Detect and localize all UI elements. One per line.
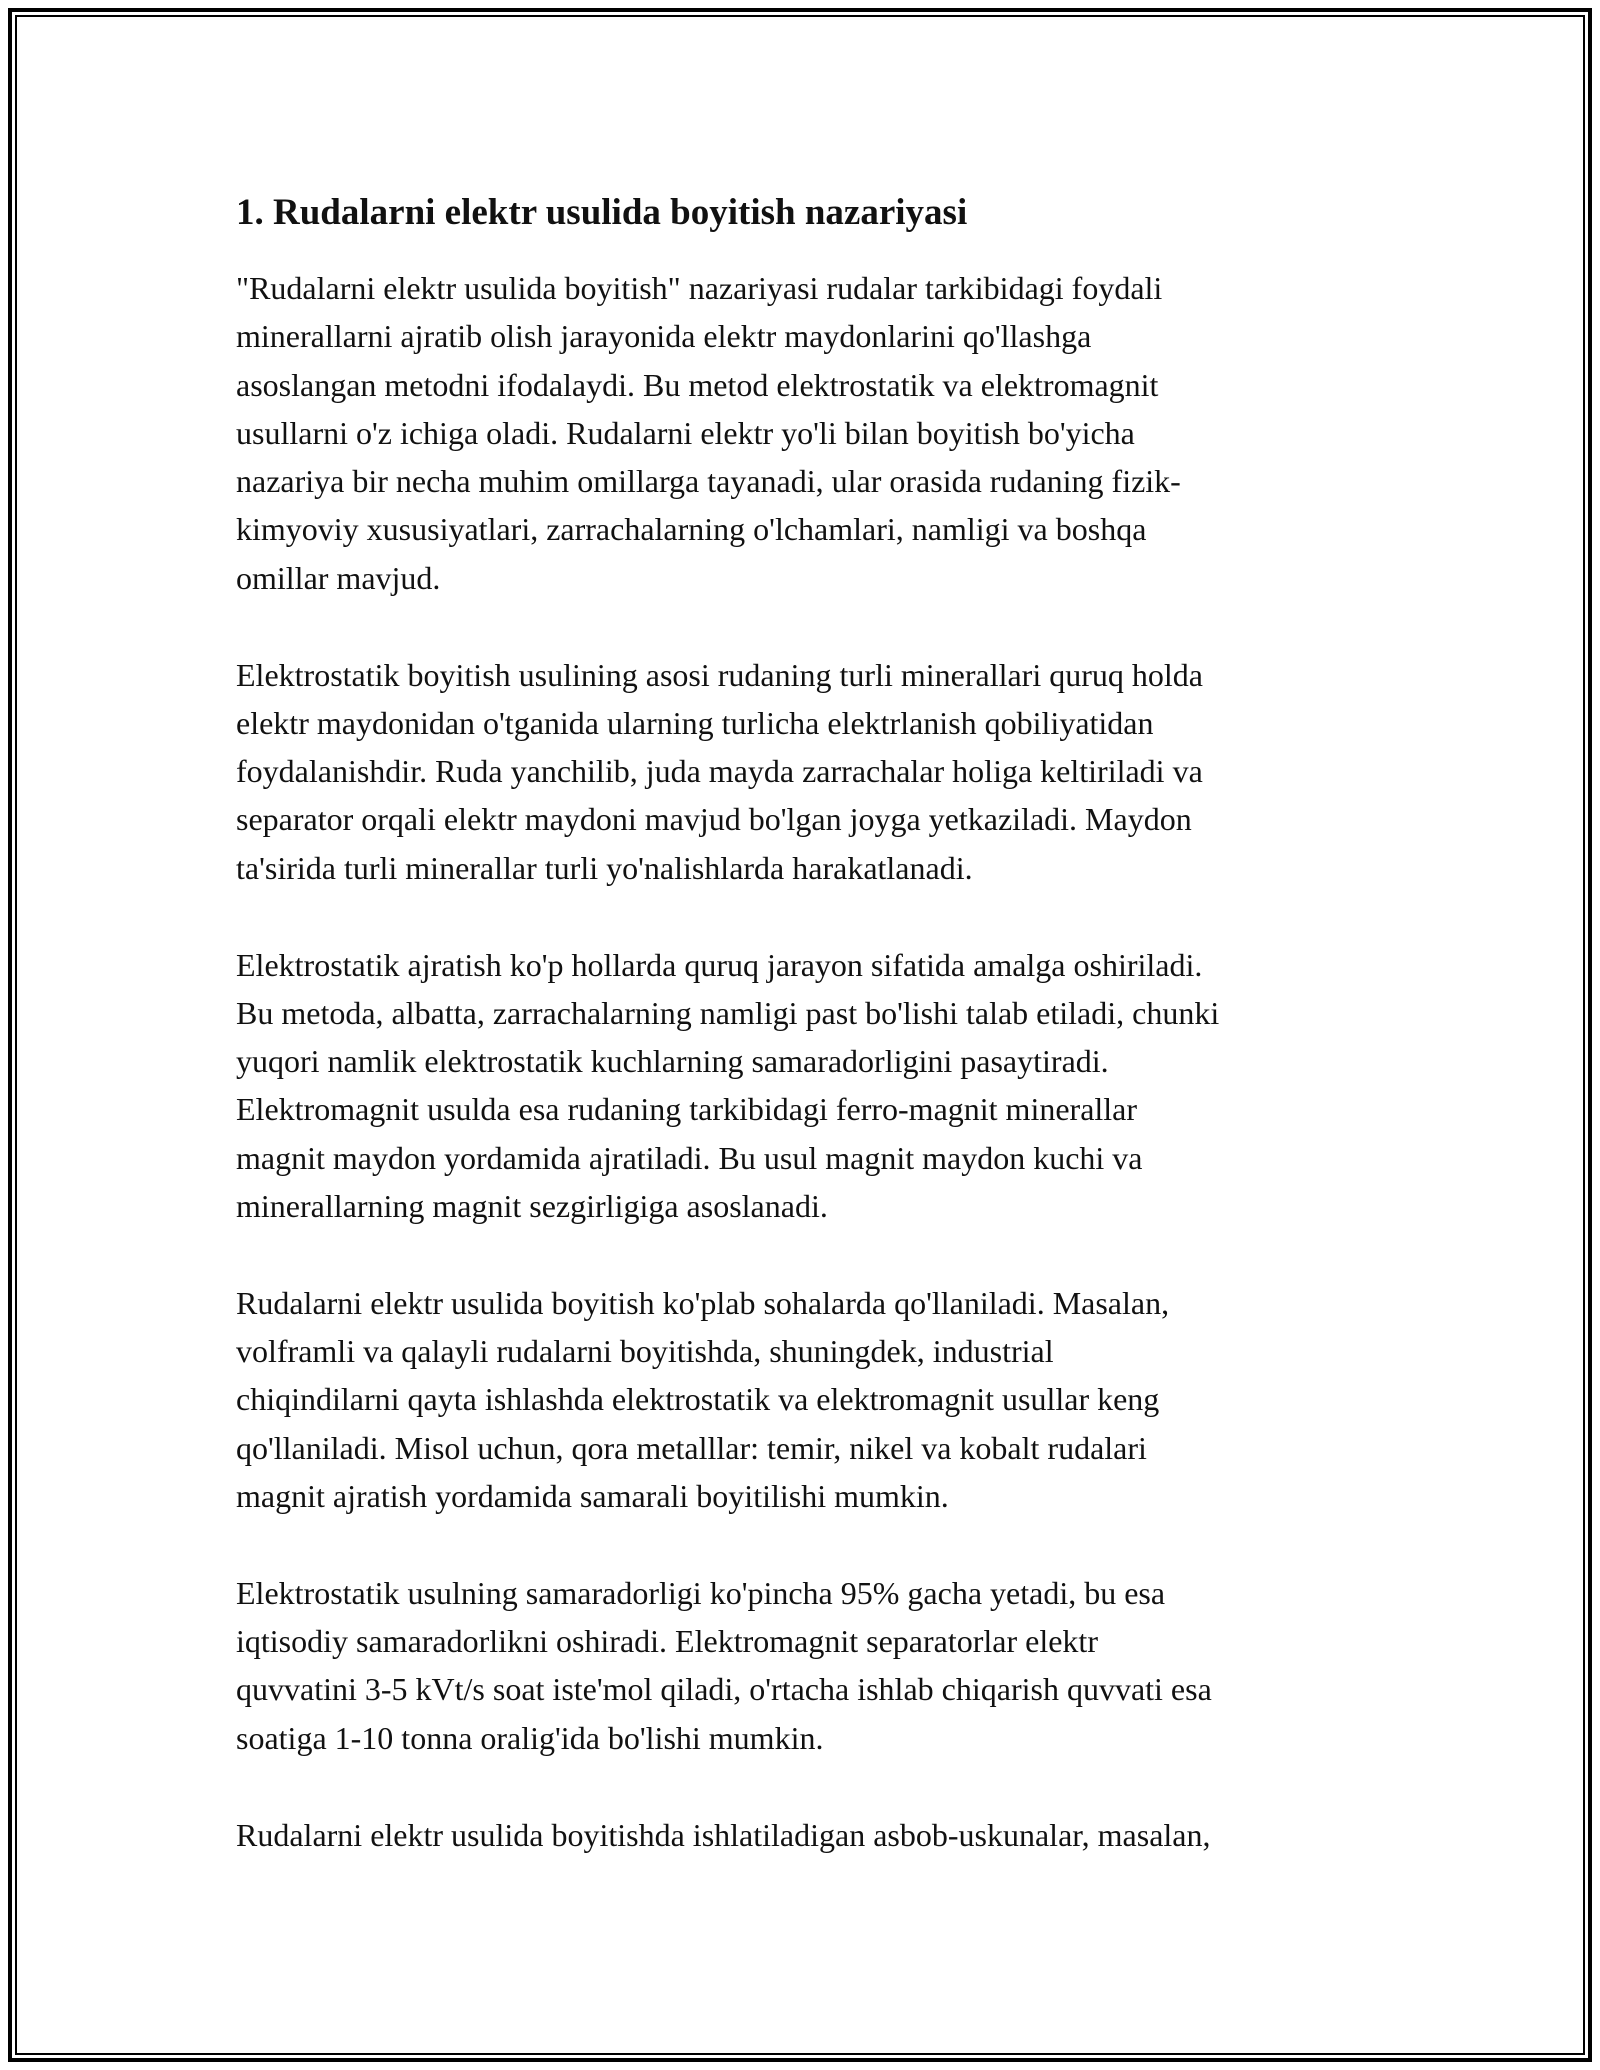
paragraph: "Rudalarni elektr usulida boyitish" nazariyasi rudalar tarkibidagi foydali minerallarni ajratib olish jarayonida elektr maydonlarini qo'llashga asoslangan metodni ifodalaydi. Bu metod elektrostatik va elektromagnit usullarni o'z ichiga oladi. Rudalarni elektr yo'li bilan boyitish bo'yicha nazariya bir necha muhim omillarga tayanadi, ular orasida rudaning fizik- kimyoviy xususiyatlari, zarrachalarning o'lchamlari, namligi va boshqa omillar mavjud. xyxy=(236,270,1181,596)
paragraph: Elektrostatik boyitish usulining asosi rudaning turli minerallari quruq holda elektr maydonidan o'tganida ularning turlicha elektrlanish qobiliyatidan foydalanishdir. Ruda yanchilib, juda mayda zarrachalar holiga keltiriladi va separator orqali elektr maydoni mavjud bo'lgan joyga yetkaziladi. Maydon ta'sirida turli minerallar turli yo'nalishlarda harakatlanadi. xyxy=(236,656,1203,886)
paragraph: Rudalarni elektr usulida boyitishda ishlatiladigan asbob-uskunalar, masalan, xyxy=(236,1816,1211,1853)
paragraph: Elektrostatik ajratish ko'p hollarda quruq jarayon sifatida amalga oshiriladi. Bu metoda, albatta, zarrachalarning namligi past bo'lishi talab etiladi, chunki yuqori namlik elektrostatik kuchlarning samaradorligini pasaytiradi. Elektromagnit usulda esa rudaning tarkibidagi ferro-magnit minerallar magnit maydon yordamida ajratiladi. Bu usul magnit maydon kuchi va minerallarning magnit sezgirligiga asoslanadi. xyxy=(236,946,1220,1225)
paragraph: Rudalarni elektr usulida boyitish ko'plab sohalarda qo'llaniladi. Masalan, volframli va qalayli rudalarni boyitishda, shuningdek, industrial chiqindilarni qayta ishlashda elektrostatik va elektromagnit usullar keng qo'llaniladi. Misol uchun, qora metalllar: temir, nikel va kobalt rudalari magnit ajratish yordamida samarali boyitilishi mumkin. xyxy=(236,1284,1170,1515)
paragraph: Elektrostatik usulning samaradorligi ko'pincha 95% gacha yetadi, bu esa iqtisodiy samaradorlikni oshiradi. Elektromagnit separatorlar elektr quvvatini 3-5 kVt/s soat iste'mol qiladi, o'rtacha ishlab chiqarish quvvati esa soatiga 1-10 tonna oralig'ida bo'lishi mumkin. xyxy=(236,1574,1212,1756)
section-title: 1. Rudalarni elektr usulida boyitish nazariyasi xyxy=(236,192,968,233)
document-body xyxy=(236,186,1366,1907)
